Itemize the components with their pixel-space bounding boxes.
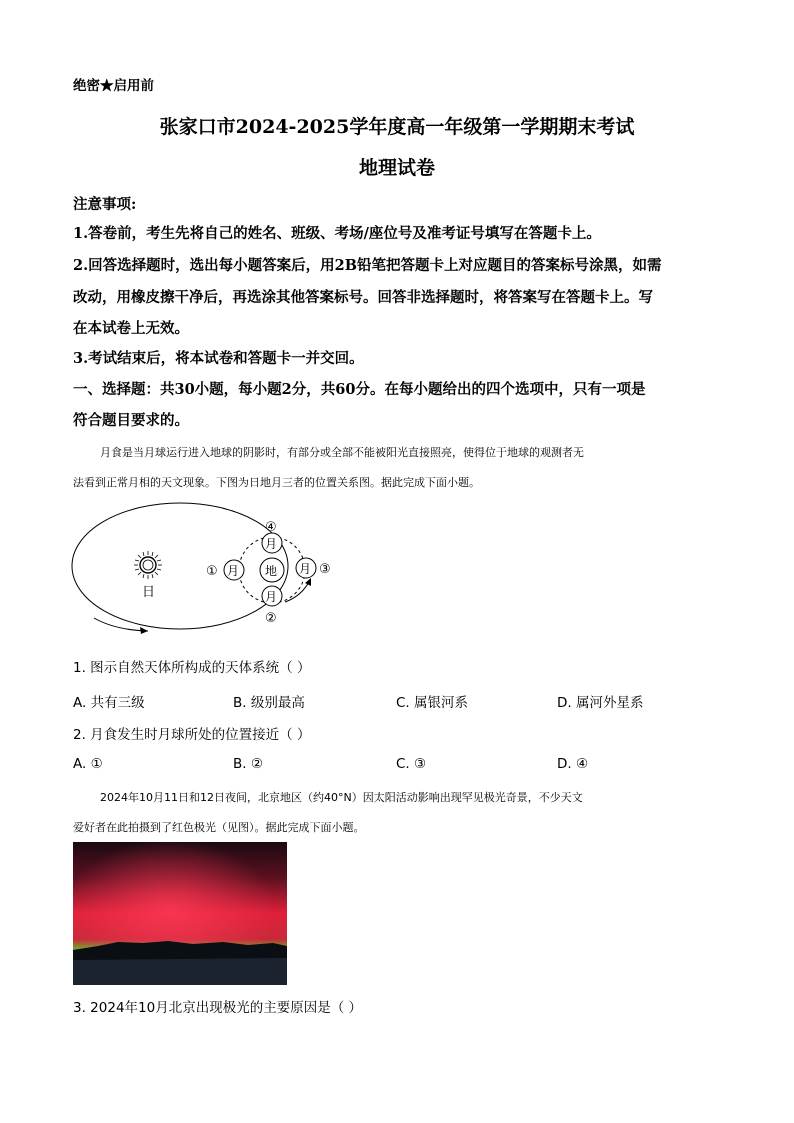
sun-earth-moon-diagram [70,498,370,638]
passage-2-line-2: 爱好者在此拍摄到了红色极光（见图）。据此完成下面小题。 [73,821,365,834]
question-2-option-a: A. ① [73,756,103,772]
passage-2-line-1: 2024年10月11日和12日夜间，北京地区（约40°N）因太阳活动影响出现罕见极光奇景，不少天文 [100,791,583,804]
exam-subtitle: 地理试卷 [358,157,435,179]
sun-label: 日 [142,585,156,600]
question-1-option-c: C. 属银河系 [396,695,469,711]
question-2-stem: 2. 月食发生时月球所处的位置接近（ ） [73,727,311,743]
section-heading-line-1: 一、选择题：共30小题，每小题2分，共60分。在每小题给出的四个选项中，只有一项是 [73,381,646,398]
orbit-arrowhead [140,627,148,634]
question-1-stem: 1. 图示自然天体所构成的天体系统（ ） [73,660,311,676]
notice-item-2-line-1: 2.回答选择题时，选出每小题答案后，用2B铅笔把答题卡上对应题目的答案标号涂黑，如需 [73,257,662,274]
passage-1-line-2: 法看到正常月相的天文现象。下图为日地月三者的位置关系图。据此完成下面小题。 [73,476,480,489]
confidential-mark: 绝密★启用前 [73,78,154,94]
question-2-option-b: B. ② [233,756,263,772]
question-1-option-b: B. 级别最高 [233,695,305,711]
moon-4-label: 月 [265,537,278,551]
section-heading-line-2: 符合题目要求的。 [73,412,189,429]
question-3-stem: 3. 2024年10月北京出现极光的主要原因是（ ） [73,1000,362,1016]
notice-item-3: 3.考试结束后，将本试卷和答题卡一并交回。 [73,350,364,367]
question-2-option-d: D. ④ [557,756,589,772]
moon-1-label: 月 [227,564,240,578]
orbit-diagram-svg [70,498,370,638]
position-1-label: ① [206,564,218,579]
position-3-label: ③ [319,562,331,577]
notice-item-2-line-2: 改动，用橡皮擦干净后，再选涂其他答案标号。回答非选择题时，将答案写在答题卡上。写 [73,289,653,306]
question-1-option-d: D. 属河外星系 [557,695,644,711]
notice-heading: 注意事项: [73,196,137,213]
notice-item-2-line-3: 在本试卷上无效。 [73,320,189,337]
earth-label: 地 [265,564,278,578]
question-2-option-c: C. ③ [396,756,427,772]
position-2-label: ② [265,611,277,626]
red-aurora-photo [73,842,287,985]
question-1-option-a: A. 共有三级 [73,695,145,711]
earth-orbit [72,503,288,629]
notice-item-1: 1.答卷前，考生先将自己的姓名、班级、考场/座位号及准考证号填写在答题卡上。 [73,225,601,242]
aurora-image-svg [73,842,287,985]
position-4-label: ④ [265,520,277,535]
sun-icon [134,551,162,579]
passage-1-line-1: 月食是当月球运行进入地球的阴影时，有部分或全部不能被阳光直接照亮，使得位于地球的观测者无 [100,446,584,459]
exam-title: 张家口市2024-2025学年度高一年级第一学期期末考试 [159,116,635,138]
moon-2-label: 月 [265,590,278,604]
moon-3-label: 月 [299,562,312,576]
moon-orbit-arrowhead [305,578,311,586]
